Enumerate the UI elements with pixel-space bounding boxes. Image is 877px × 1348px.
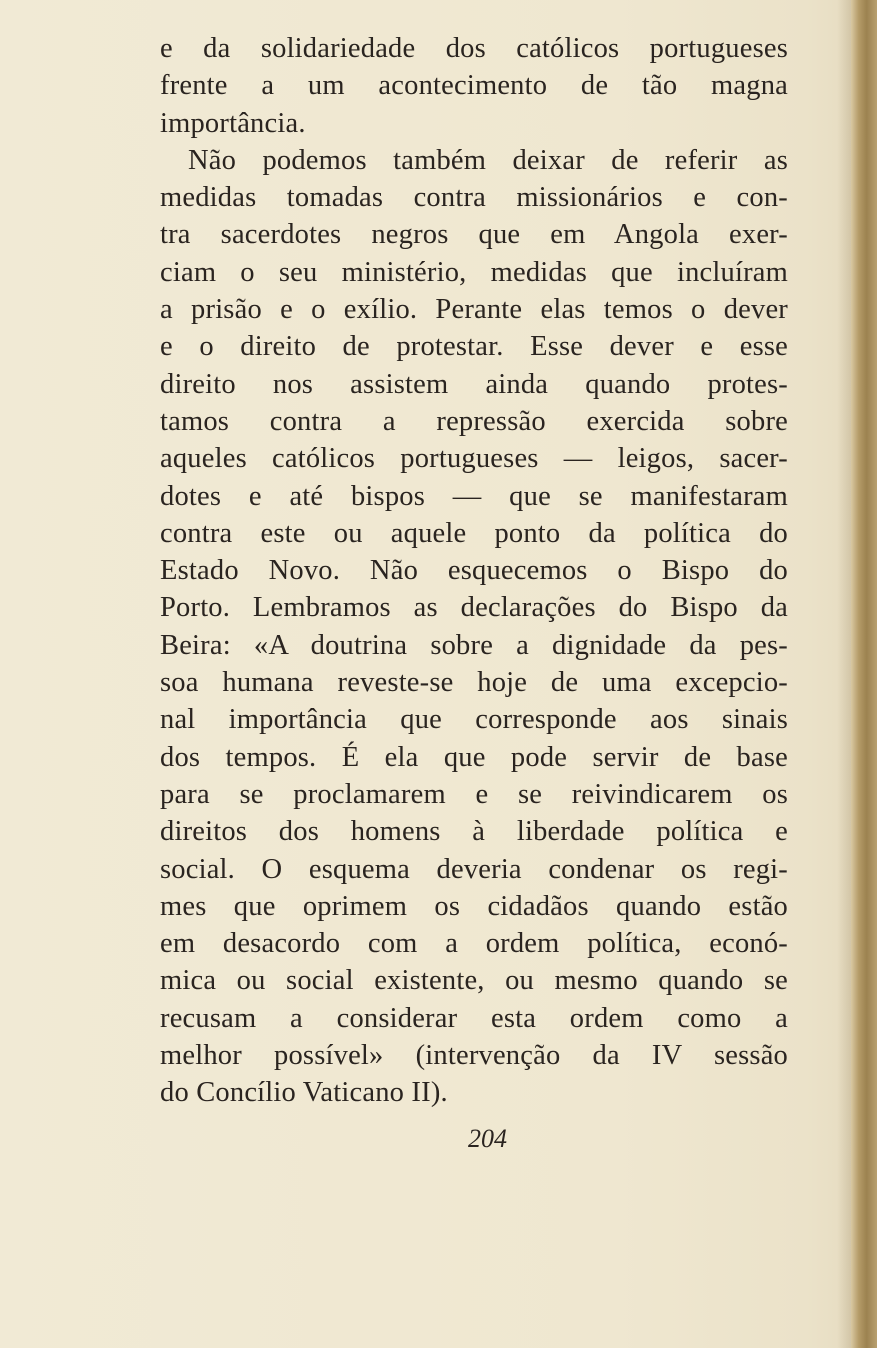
text-line: do Concílio Vaticano II). (160, 1077, 448, 1109)
text-line: direito nos assistem ainda quando protes- (160, 368, 788, 400)
text-line: a prisão e o exílio. Perante elas temos o dever (160, 294, 788, 326)
text-line: tra sacerdotes negros que em Angola exer- (160, 219, 788, 251)
body-text (160, 30, 788, 1112)
text-line: aqueles católicos portugueses — leigos, sacer- (160, 443, 788, 475)
text-line: social. O esquema deveria condenar os regi- (160, 853, 788, 885)
text-line: e da solidariedade dos católicos portugueses (160, 33, 788, 64)
page-number: 204 (468, 1124, 507, 1153)
text-line: para se proclamarem e se reivindicarem os (160, 778, 788, 810)
text-line: Beira: «A doutrina sobre a dignidade da pes- (160, 629, 788, 661)
text-line: direitos dos homens à liberdade política e (160, 816, 788, 848)
text-line: importância. (160, 107, 306, 139)
text-line: dotes e até bispos — que se manifestaram (160, 480, 788, 512)
paragraph-start-line: Não podemos também deixar de referir as (188, 144, 788, 176)
text-line: contra este ou aquele ponto da política do (160, 517, 788, 549)
text-line: em desacordo com a ordem política, econó- (160, 928, 788, 960)
text-line: soa humana reveste-se hoje de uma excepcio- (160, 667, 788, 699)
text-line: ciam o seu ministério, medidas que incluíram (160, 256, 788, 288)
text-line: Porto. Lembramos as declarações do Bispo da (160, 592, 788, 624)
text-line: e o direito de protestar. Esse dever e esse (160, 331, 788, 363)
text-line: nal importância que corresponde aos sinais (160, 704, 788, 736)
text-line: mica ou social existente, ou mesmo quando se (160, 965, 788, 997)
text-line: melhor possível» (intervenção da IV sessão (160, 1040, 788, 1072)
text-line: mes que oprimem os cidadãos quando estão (160, 890, 788, 922)
text-line: recusam a considerar esta ordem como a (160, 1002, 788, 1034)
text-line: tamos contra a repressão exercida sobre (160, 405, 788, 437)
text-line: frente a um acontecimento de tão magna (160, 70, 788, 102)
text-line: medidas tomadas contra missionários e con- (160, 182, 788, 214)
text-line: Estado Novo. Não esquecemos o Bispo do (160, 555, 788, 587)
text-line: dos tempos. É ela que pode servir de base (160, 741, 788, 773)
